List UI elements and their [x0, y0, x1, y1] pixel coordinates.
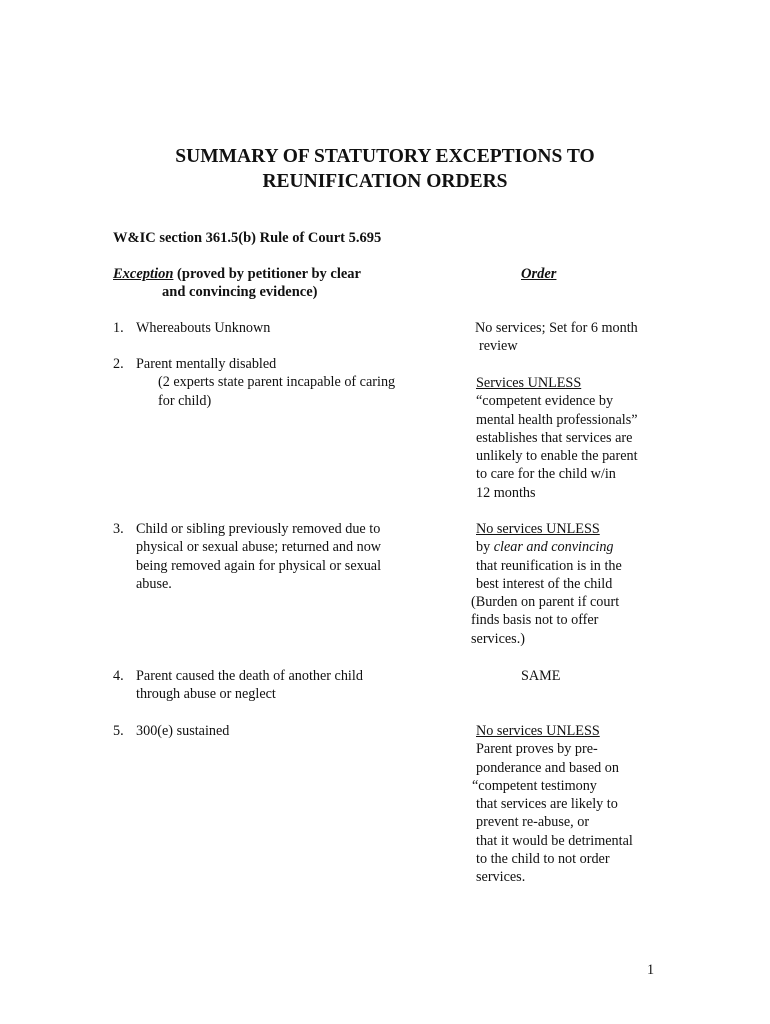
row-4-exception-line: through abuse or neglect [136, 686, 276, 703]
row-5-exception [136, 722, 229, 740]
row-5-order [472, 722, 633, 887]
row-5-order-line: prevent re-abuse, or [476, 814, 590, 831]
row-3-exception-line: physical or sexual abuse; returned and now [136, 539, 382, 556]
title-line-1: SUMMARY OF STATUTORY EXCEPTIONS TO [175, 146, 595, 167]
page-number: 1 [647, 962, 655, 978]
row-4-exception [136, 667, 363, 704]
row-3-order-line: that reunification is in the [476, 557, 622, 574]
row-5-order-line: Parent proves by pre- [476, 741, 598, 758]
row-2-exception-line: for child) [158, 392, 212, 409]
statute-citation: W&IC section 361.5(b) Rule of Court 5.695 [113, 230, 382, 246]
row-2-order-heading: Services UNLESS [476, 375, 582, 391]
row-1-order-line: No services; Set for 6 month [475, 320, 638, 336]
row-3-exception-line: Child or sibling previously removed due to [136, 521, 381, 537]
row-3-exception [136, 520, 381, 593]
row-5-order-line: services. [476, 869, 526, 886]
document-title [0, 144, 770, 194]
row-4-order-line: SAME [521, 668, 561, 684]
exception-header-word: Exception [113, 266, 174, 282]
row-4-order [521, 667, 560, 685]
row-2-order-line: 12 months [476, 484, 536, 501]
row-3-order-line: (Burden on parent if court [471, 594, 620, 611]
order-header: Order [521, 266, 557, 282]
row-5-order-line: ponderance and based on [476, 759, 619, 776]
title-line-2: REUNIFICATION ORDERS [262, 171, 508, 192]
row-2-order-line: unlikely to enable the parent [476, 448, 638, 465]
row-3-order-line: best interest of the child [476, 575, 613, 592]
row-1-order [475, 319, 638, 356]
row-3-order-heading: No services UNLESS [476, 521, 600, 537]
row-5-order-line: that it would be detrimental [476, 832, 633, 849]
exception-header [113, 265, 361, 301]
row-3-order [471, 520, 622, 648]
row-5-order-line: to the child to not order [476, 851, 610, 868]
row-3-order-by-line [476, 538, 622, 556]
row-5-order-line: “competent testimony [472, 777, 597, 794]
row-2-exception [136, 355, 395, 410]
row-3-order-italic: clear and convincing [493, 539, 614, 556]
row-5-exception-line: 300(e) sustained [136, 723, 230, 739]
row-2-exception-line: Parent mentally disabled [136, 356, 277, 372]
row-2-number: 2. [113, 356, 124, 372]
row-3-order-by: by [476, 539, 494, 556]
row-3-order-line: finds basis not to offer [471, 612, 599, 629]
row-5-order-line: that services are likely to [476, 796, 618, 813]
row-5-number: 5. [113, 723, 124, 739]
row-2-order-line: establishes that services are [476, 429, 633, 446]
row-4-number: 4. [113, 668, 124, 684]
row-1-exception-line: Whereabouts Unknown [136, 320, 271, 336]
row-3-order-line: services.) [471, 630, 525, 647]
row-1-number: 1. [113, 320, 124, 336]
row-3-exception-line: abuse. [136, 575, 172, 592]
row-2-order [476, 374, 638, 502]
row-3-exception-line: being removed again for physical or sexual [136, 557, 382, 574]
row-1-exception [136, 319, 270, 337]
exception-header-rest: (proved by petitioner by clear [173, 266, 361, 282]
row-3-number: 3. [113, 521, 124, 537]
exception-header-line2: and convincing evidence) [162, 284, 318, 300]
row-2-order-line: to care for the child w/in [476, 466, 616, 483]
row-2-exception-line: (2 experts state parent incapable of caring [158, 374, 396, 391]
row-1-order-line: review [479, 338, 518, 355]
row-4-exception-line: Parent caused the death of another child [136, 668, 363, 684]
row-5-order-heading: No services UNLESS [476, 723, 600, 739]
row-2-order-line: mental health professionals” [476, 411, 638, 428]
row-2-order-line: “competent evidence by [476, 393, 614, 410]
